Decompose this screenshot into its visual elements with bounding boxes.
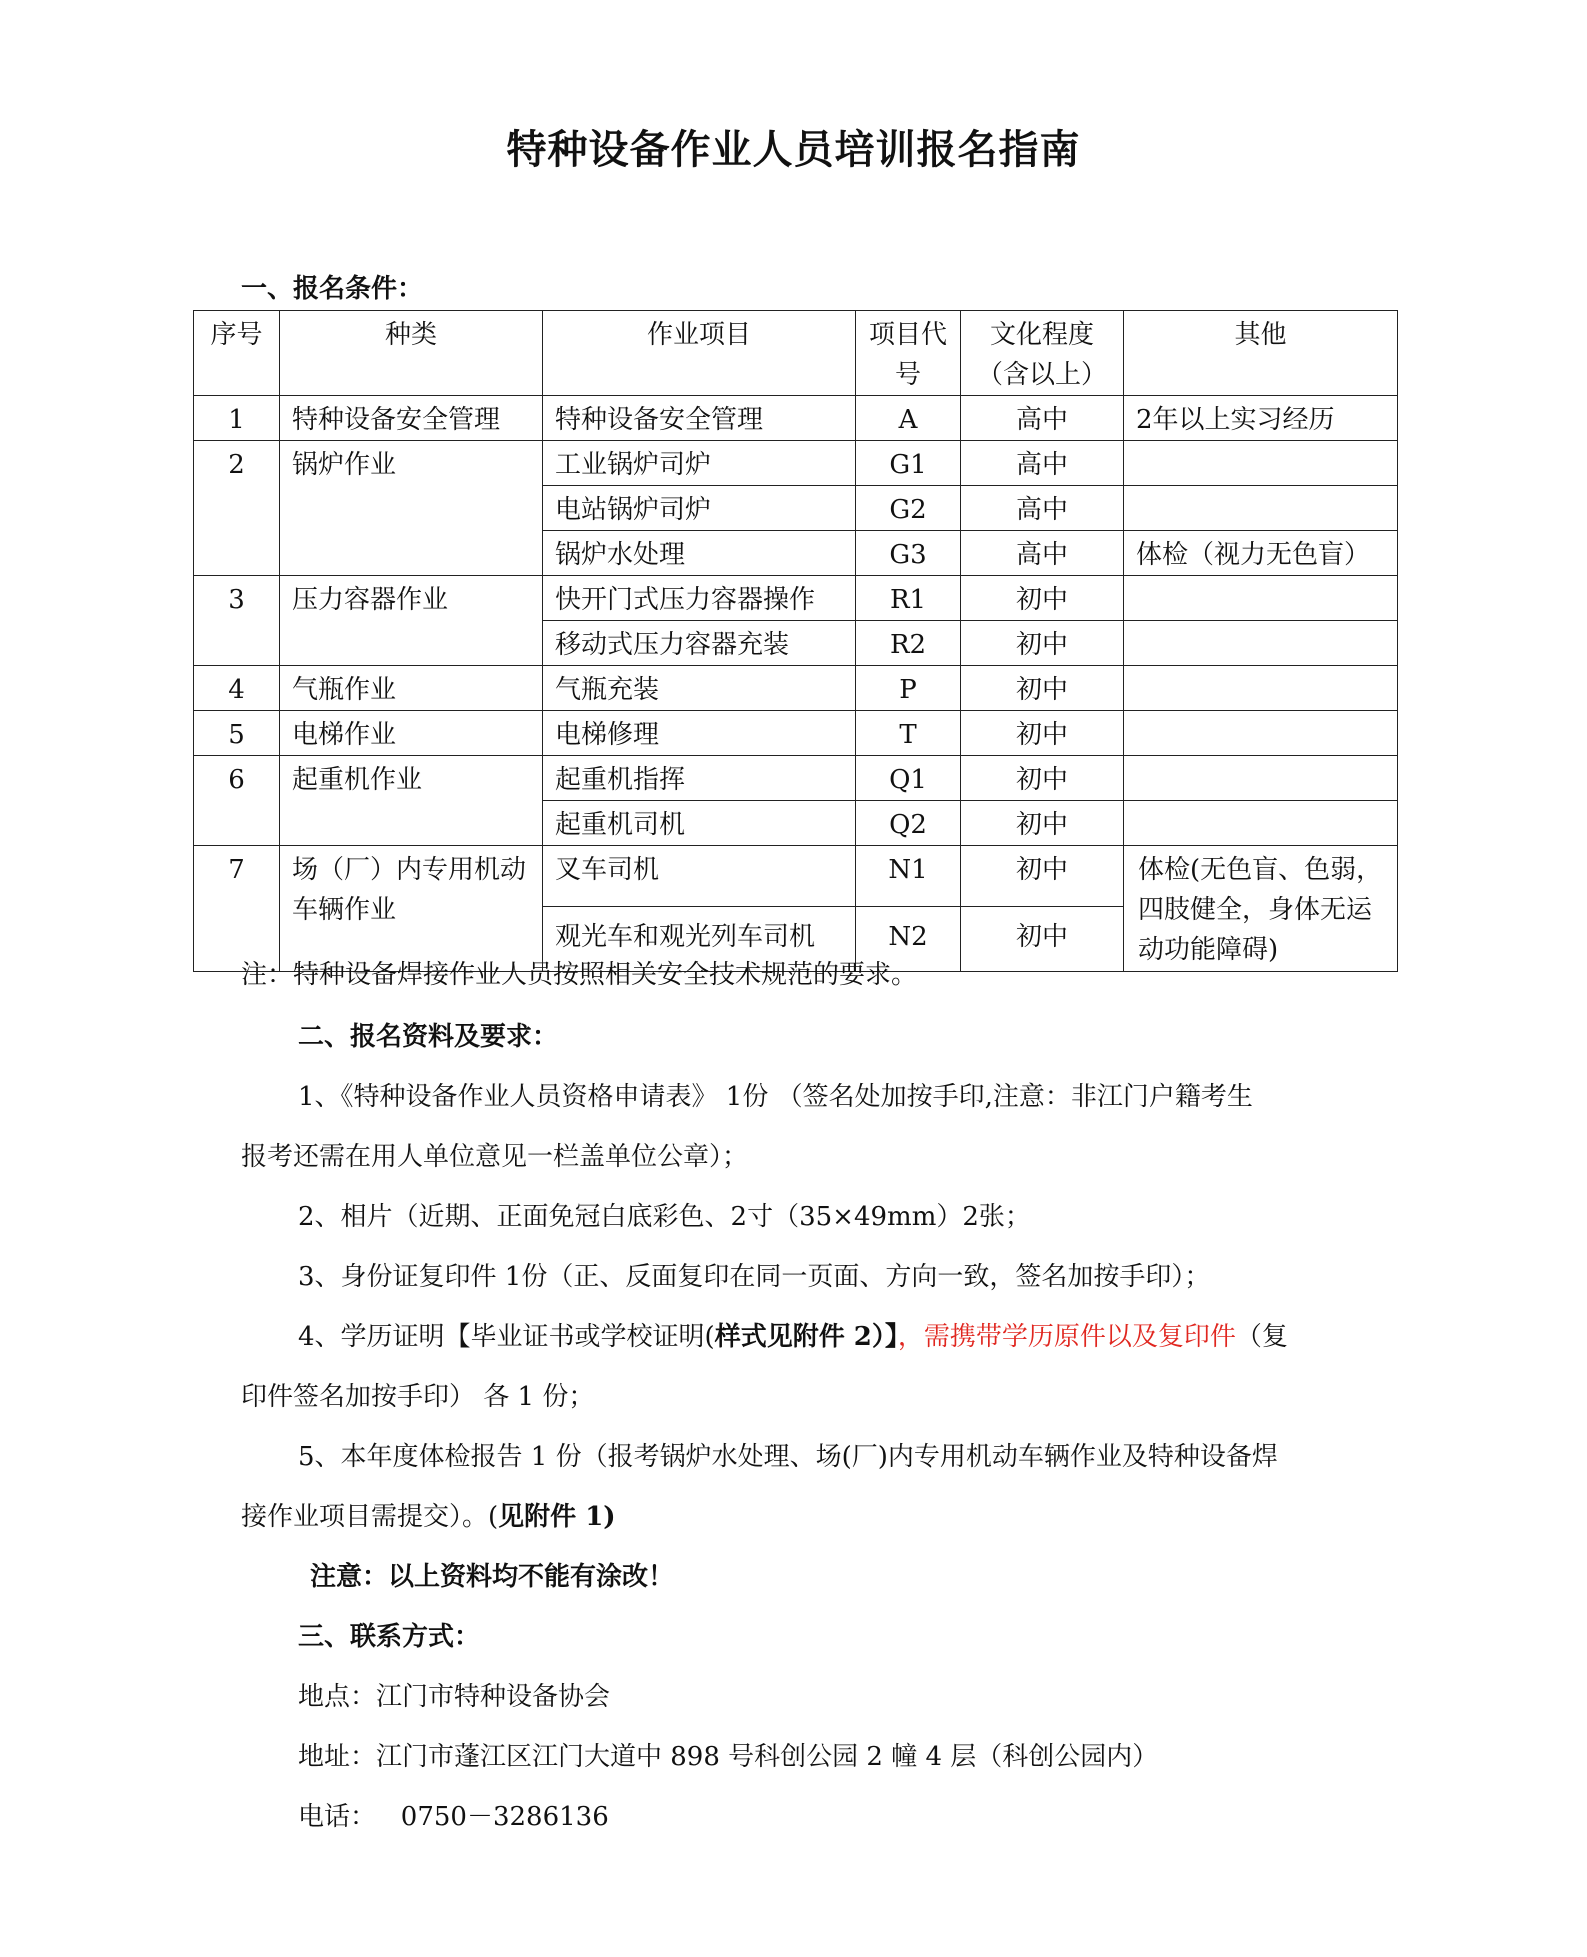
requirement-4: [298, 1320, 1288, 1354]
requirements-table: [193, 310, 1398, 972]
cell-item: 起重机指挥: [543, 756, 856, 801]
cell-item: 特种设备安全管理: [543, 396, 856, 441]
requirement-5: 5、本年度体检报告 1 份（报考锅炉水处理、场(厂)内专用机动车辆作业及特种设备焊: [298, 1442, 1278, 1472]
cell-code: R2: [856, 621, 961, 666]
cell-education: 初中: [961, 756, 1124, 801]
cell-code: R1: [856, 576, 961, 621]
req5-bold: 见附件 1): [498, 1502, 616, 1532]
req4-tail: （复: [1235, 1322, 1288, 1352]
cell-category: 压力容器作业: [280, 576, 543, 666]
header-item: 作业项目: [543, 311, 856, 396]
cell-code: A: [856, 396, 961, 441]
warning-note: 注意：以上资料均不能有涂改！: [310, 1562, 675, 1592]
cell-item: 电站锅炉司炉: [543, 486, 856, 531]
cell-code: T: [856, 711, 961, 756]
req4-bold: 样式见附件 2）】: [714, 1322, 898, 1352]
cell-other: [1124, 441, 1398, 486]
contact-place: 地点：江门市特种设备协会: [298, 1682, 611, 1712]
cell-code: Q1: [856, 756, 961, 801]
cell-no: 4: [194, 666, 280, 711]
cell-education: 高中: [961, 441, 1124, 486]
req4-highlight: ，需携带学历原件以及复印件: [897, 1322, 1236, 1352]
cell-education: 初中: [961, 666, 1124, 711]
requirement-5-cont: [241, 1500, 616, 1534]
header-code: 项目代号: [856, 311, 961, 396]
cell-education: 初中: [961, 907, 1124, 972]
cell-other: [1124, 486, 1398, 531]
header-category: 种类: [280, 311, 543, 396]
section-heading-3: 三、联系方式：: [298, 1622, 481, 1652]
cell-education: 初中: [961, 801, 1124, 846]
contact-phone: 电话： 0750－3286136: [298, 1802, 609, 1832]
table-row: [194, 756, 1398, 801]
cell-code: N1: [856, 846, 961, 907]
cell-item: 电梯修理: [543, 711, 856, 756]
table-row: [194, 576, 1398, 621]
cell-education: 初中: [961, 621, 1124, 666]
table-row: [194, 846, 1398, 907]
cell-other: 2年以上实习经历: [1124, 396, 1398, 441]
cell-item: 叉车司机: [543, 846, 856, 907]
cell-item: 工业锅炉司炉: [543, 441, 856, 486]
section-heading-2: 二、报名资料及要求：: [298, 1022, 559, 1052]
cell-education: 初中: [961, 576, 1124, 621]
cell-other: [1124, 621, 1398, 666]
requirement-1: 1、《特种设备作业人员资格申请表》 1份 （签名处加按手印,注意：非江门户籍考生: [298, 1082, 1253, 1112]
header-no: 序号: [194, 311, 280, 396]
requirement-3: 3、身份证复印件 1份（正、反面复印在同一页面、方向一致，签名加按手印）；: [298, 1262, 1211, 1292]
cell-other: [1124, 666, 1398, 711]
cell-no: 6: [194, 756, 280, 846]
cell-code: Q2: [856, 801, 961, 846]
requirement-2: 2、相片（近期、正面免冠白底彩色、2寸（35×49mm）2张；: [298, 1202, 1031, 1232]
header-other: 其他: [1124, 311, 1398, 396]
contact-address: 地址：江门市蓬江区江门大道中 898 号科创公园 2 幢 4 层（科创公园内）: [298, 1742, 1159, 1772]
cell-other: 体检(无色盲、色弱，四肢健全，身体无运动功能障碍): [1124, 846, 1398, 972]
cell-item: 锅炉水处理: [543, 531, 856, 576]
cell-category: 气瓶作业: [280, 666, 543, 711]
table-row: [194, 441, 1398, 486]
cell-no: 7: [194, 846, 280, 972]
cell-code: G1: [856, 441, 961, 486]
cell-other: [1124, 711, 1398, 756]
req4-text: 4、学历证明【毕业证书或学校证明(: [298, 1322, 715, 1352]
table-row: [194, 666, 1398, 711]
cell-category: 场（厂）内专用机动车辆作业: [280, 846, 543, 972]
table-row: [194, 711, 1398, 756]
cell-no: 5: [194, 711, 280, 756]
cell-education: 高中: [961, 486, 1124, 531]
cell-no: 3: [194, 576, 280, 666]
cell-other: [1124, 576, 1398, 621]
table-header-row: [194, 311, 1398, 396]
cell-other: [1124, 756, 1398, 801]
cell-code: G2: [856, 486, 961, 531]
table-row: [194, 396, 1398, 441]
cell-education: 高中: [961, 531, 1124, 576]
cell-item: 快开门式压力容器操作: [543, 576, 856, 621]
cell-category: 起重机作业: [280, 756, 543, 846]
requirement-4-cont: 印件签名加按手印） 各 1 份；: [241, 1382, 595, 1412]
cell-other: [1124, 801, 1398, 846]
cell-no: 2: [194, 441, 280, 576]
cell-education: 初中: [961, 711, 1124, 756]
header-education: 文化程度（含以上）: [961, 311, 1124, 396]
cell-code: P: [856, 666, 961, 711]
page-title: 特种设备作业人员培训报名指南: [506, 127, 1081, 173]
cell-no: 1: [194, 396, 280, 441]
section-heading-1: 一、报名条件：: [241, 274, 424, 304]
req5-text: 接作业项目需提交）。(: [241, 1502, 499, 1532]
requirement-1-cont: 报考还需在用人单位意见一栏盖单位公章）；: [241, 1142, 749, 1172]
cell-category: 电梯作业: [280, 711, 543, 756]
cell-code: N2: [856, 907, 961, 972]
cell-education: 高中: [961, 396, 1124, 441]
table-note: 注：特种设备焊接作业人员按照相关安全技术规范的要求。: [241, 960, 918, 990]
cell-code: G3: [856, 531, 961, 576]
cell-category: 锅炉作业: [280, 441, 543, 576]
cell-category: 特种设备安全管理: [280, 396, 543, 441]
cell-other: 体检（视力无色盲）: [1124, 531, 1398, 576]
cell-education: 初中: [961, 846, 1124, 907]
cell-item: 气瓶充装: [543, 666, 856, 711]
cell-item: 起重机司机: [543, 801, 856, 846]
cell-item: 移动式压力容器充装: [543, 621, 856, 666]
cell-item: 观光车和观光列车司机: [543, 907, 856, 972]
